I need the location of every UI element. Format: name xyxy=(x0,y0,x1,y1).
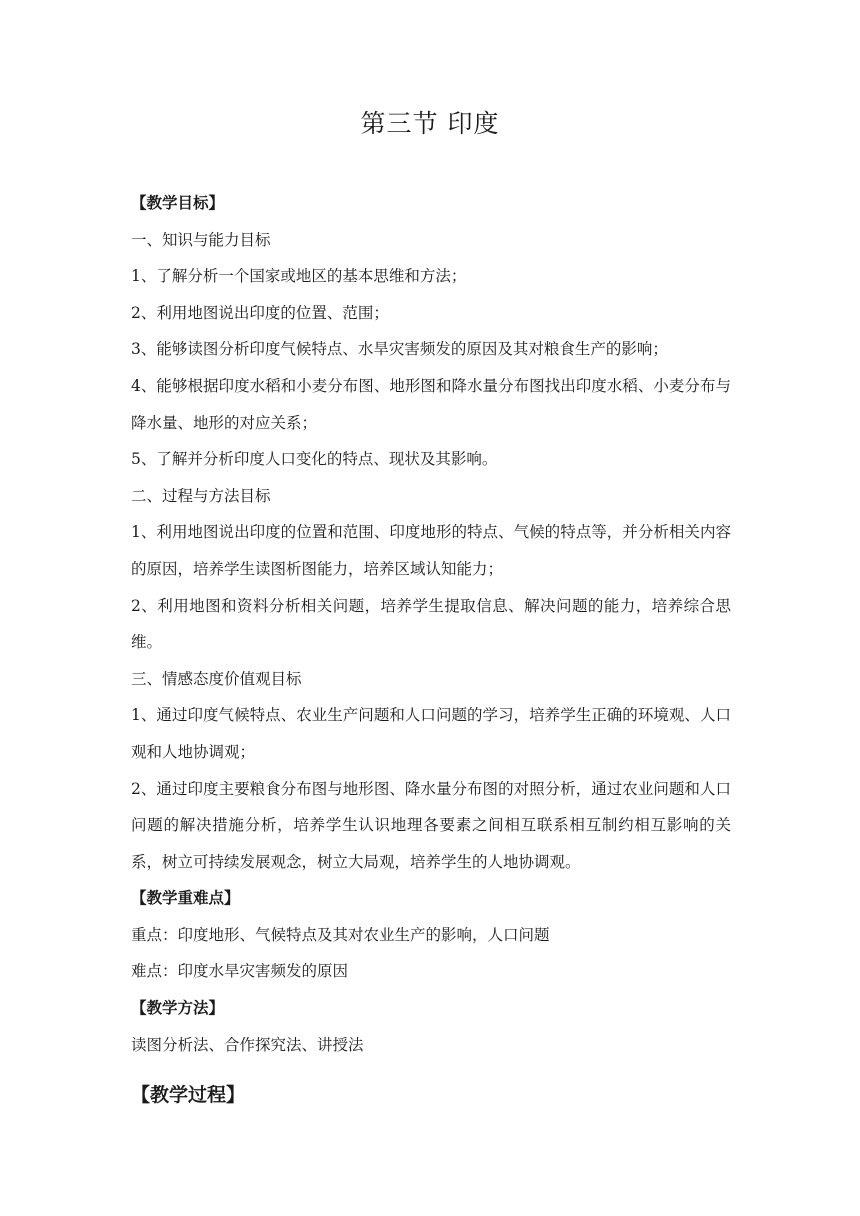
section-knowledge-heading: 一、知识与能力目标 xyxy=(131,230,271,249)
emotion-item: 2、通过印度主要粮食分布图与地形图、降水量分布图的对照分析，通过农业问题和人口问题的解决措施分析，培养学生认识地理各要素之间相互联系相互制约相互影响的关系，树立可持续发展观念，树立大局观，培养学生的人地协调观。 xyxy=(131,779,731,871)
section-emotion-heading: 三、情感态度价值观目标 xyxy=(131,669,302,688)
process-method-item: 2、利用地图和资料分析相关问题，培养学生提取信息、解决问题的能力，培养综合思维。 xyxy=(131,596,731,652)
section-process-method-heading: 二、过程与方法目标 xyxy=(131,486,271,505)
document-body xyxy=(131,185,731,1063)
knowledge-item: 4、能够根据印度水稻和小麦分布图、地形图和降水量分布图找出印度水稻、小麦分布与降水量、地形的对应关系； xyxy=(131,376,731,432)
knowledge-item: 5、了解并分析印度人口变化的特点、现状及其影响。 xyxy=(131,450,498,469)
process-method-item: 1、利用地图说出印度的位置和范围、印度地形的特点、气候的特点等，并分析相关内容的原因，培养学生读图析图能力，培养区域认知能力； xyxy=(131,523,731,578)
key-point: 重点：印度地形、气候特点及其对农业生产的影响，人口问题 xyxy=(131,925,550,944)
page-title: 第三节 印度 xyxy=(360,109,500,138)
objectives-heading: 【教学目标】 xyxy=(131,194,225,212)
methods-text: 读图分析法、合作探究法、讲授法 xyxy=(131,1035,364,1054)
knowledge-item: 3、能够读图分析印度气候特点、水旱灾害频发的原因及其对粮食生产的影响； xyxy=(131,340,668,359)
methods-heading: 【教学方法】 xyxy=(131,999,225,1018)
key-points-heading: 【教学重难点】 xyxy=(131,889,240,908)
knowledge-item: 2、利用地图说出印度的位置、范围； xyxy=(131,303,389,322)
difficult-point: 难点：印度水旱灾害频发的原因 xyxy=(131,962,349,981)
knowledge-item: 1、了解分析一个国家或地区的基本思维和方法； xyxy=(131,267,467,286)
process-heading: 【教学过程】 xyxy=(131,1084,246,1106)
emotion-item: 1、通过印度气候特点、农业生产问题和人口问题的学习，培养学生正确的环境观、人口观和人地协调观； xyxy=(131,706,731,761)
